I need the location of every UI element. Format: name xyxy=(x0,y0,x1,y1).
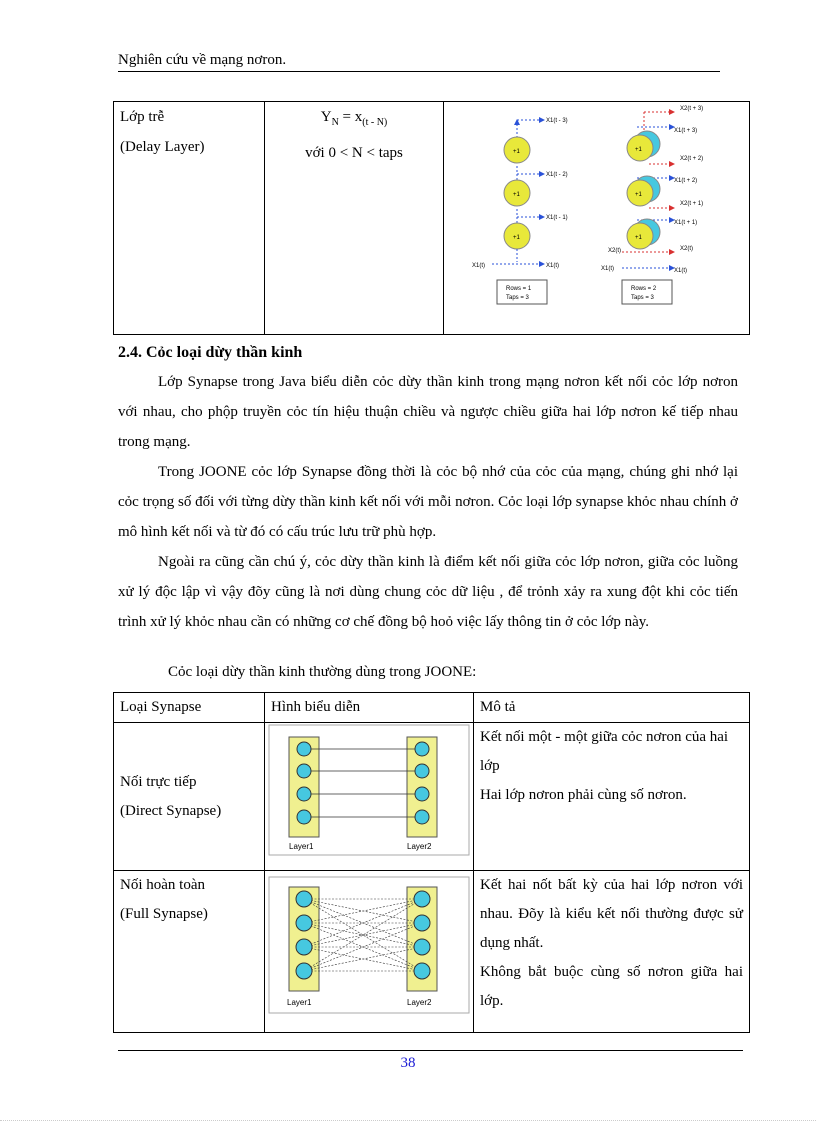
left-input-label: X1(t) xyxy=(472,263,486,269)
svg-text:Layer2: Layer2 xyxy=(407,842,432,851)
delay-layer-table xyxy=(113,101,750,335)
svg-text:+1: +1 xyxy=(635,147,642,153)
svg-text:X1(t + 3): X1(t + 3) xyxy=(674,128,698,134)
svg-text:X2(t + 2): X2(t + 2) xyxy=(680,156,704,162)
page-edge xyxy=(0,1120,816,1121)
header-cell: Hình biểu diễn xyxy=(265,693,474,723)
delay-name: Lớp trễ xyxy=(120,109,165,125)
delay-formula: $Y_N = x_{(t - N)}$ xyxy=(320,109,388,128)
delay-name-en: (Delay Layer) xyxy=(120,139,205,155)
table-row xyxy=(114,723,750,871)
delay-condition: với 0 < N < taps xyxy=(305,145,403,161)
svg-text:Layer2: Layer2 xyxy=(407,998,432,1007)
svg-text:X2(t + 3): X2(t + 3) xyxy=(680,106,704,112)
paragraph: Trong JOONE cỏc lớp Synapse đồng thời là cỏc bộ nhớ của cỏc của mạng, chúng ghi nhớ lại cỏc trọng số đối với từng dừy thần kinh kết nối với mỗi nơron. Cỏc loại lớp synapse khỏc nhau chính ở mô hình kết nối và từ đó có cấu trúc lưu trữ phù hợp. xyxy=(118,464,738,540)
svg-text:X1(t - 3): X1(t - 3) xyxy=(546,118,568,124)
synapse-desc-cell: Kết nối một - một giữa cỏc nơron của hai lớp Hai lớp nơron phải cùng số nơron. xyxy=(474,723,750,871)
synapse-diagram-cell xyxy=(265,871,474,1033)
header-rule xyxy=(118,71,720,72)
svg-text:X1(t - 2): X1(t - 2) xyxy=(546,172,568,178)
svg-text:X1(t + 1): X1(t + 1) xyxy=(674,220,698,226)
svg-text:X1(t): X1(t) xyxy=(601,266,615,272)
svg-text:X1(t + 2): X1(t + 2) xyxy=(674,178,698,184)
delay-formula-cell xyxy=(265,102,444,335)
svg-text:X1(t - 1): X1(t - 1) xyxy=(546,215,568,221)
body-text xyxy=(118,367,738,637)
synapse-name-cell: Nối trực tiếp (Direct Synapse) xyxy=(114,723,265,871)
right-delay-chain xyxy=(601,106,703,304)
svg-text:Taps = 3: Taps = 3 xyxy=(631,295,654,301)
footer-rule xyxy=(118,1050,743,1051)
table-header-row xyxy=(114,693,750,723)
svg-text:+1: +1 xyxy=(513,235,520,241)
full-synapse-diagram xyxy=(265,871,473,1021)
direct-synapse-diagram xyxy=(265,723,473,859)
svg-text:X1(t): X1(t) xyxy=(674,268,688,274)
svg-text:Rows = 2: Rows = 2 xyxy=(631,286,657,292)
svg-text:Layer1: Layer1 xyxy=(287,998,312,1007)
svg-text:Taps = 3: Taps = 3 xyxy=(506,295,529,301)
left-delay-chain xyxy=(472,118,568,304)
synapse-diagram-cell xyxy=(265,723,474,871)
svg-text:X2(t): X2(t) xyxy=(680,246,694,252)
svg-text:X2(t + 1): X2(t + 1) xyxy=(680,201,704,207)
svg-text:+1: +1 xyxy=(635,192,642,198)
svg-text:+1: +1 xyxy=(513,149,520,155)
page-number: 38 xyxy=(400,1055,416,1071)
synapse-desc-cell: Kết hai nốt bất kỳ của hai lớp nơron với nhau. Đõy là kiểu kết nối thường được sử dụng nhất. Không bắt buộc cùng số nơron giữa hai lớp. xyxy=(474,871,750,1033)
svg-text:+1: +1 xyxy=(513,192,520,198)
header-cell: Mô tả xyxy=(474,693,750,723)
svg-text:+1: +1 xyxy=(635,235,642,241)
svg-text:X2(t): X2(t) xyxy=(608,248,622,254)
delay-diagram-cell xyxy=(444,102,750,335)
delay-layer-diagram xyxy=(444,102,746,329)
paragraph: Lớp Synapse trong Java biểu diễn cỏc dừy thần kinh trong mạng nơron kết nối cỏc lớp nơron với nhau, cho phộp truyền cỏc tín hiệu thuận chiều và ngược chiều giữa hai lớp nơron kế tiếp nhau trong mạng. xyxy=(118,374,738,450)
table-row xyxy=(114,871,750,1033)
delay-name-cell xyxy=(114,102,265,335)
synapse-types-table xyxy=(113,692,750,1033)
synapse-name-cell: Nối hoàn toàn (Full Synapse) xyxy=(114,871,265,1033)
svg-text:X1(t): X1(t) xyxy=(546,263,560,269)
table-intro: Cỏc loại dừy thần kinh thường dùng trong JOONE: xyxy=(168,664,477,680)
svg-text:Rows = 1: Rows = 1 xyxy=(506,286,532,292)
page-header: Nghiên cứu về mạng nơron. xyxy=(118,52,287,68)
header-cell: Loại Synapse xyxy=(114,693,265,723)
section-title: 2.4. Cỏc loại dừy thần kinh xyxy=(118,344,303,361)
svg-text:Layer1: Layer1 xyxy=(289,842,314,851)
paragraph: Ngoài ra cũng cần chú ý, cỏc dừy thần kinh là điểm kết nối giữa cỏc lớp nơron, giữa cỏc luồng xử lý độc lập vì vậy đõy cũng là nơi dùng chung cỏc dữ liệu , để trỏnh xảy ra xung đột khi cỏc tiến trình xử lý khỏc nhau cần có những cơ chế đồng bộ hoỏ việc lấy thông tin ở cỏc lớp này. xyxy=(118,554,738,630)
